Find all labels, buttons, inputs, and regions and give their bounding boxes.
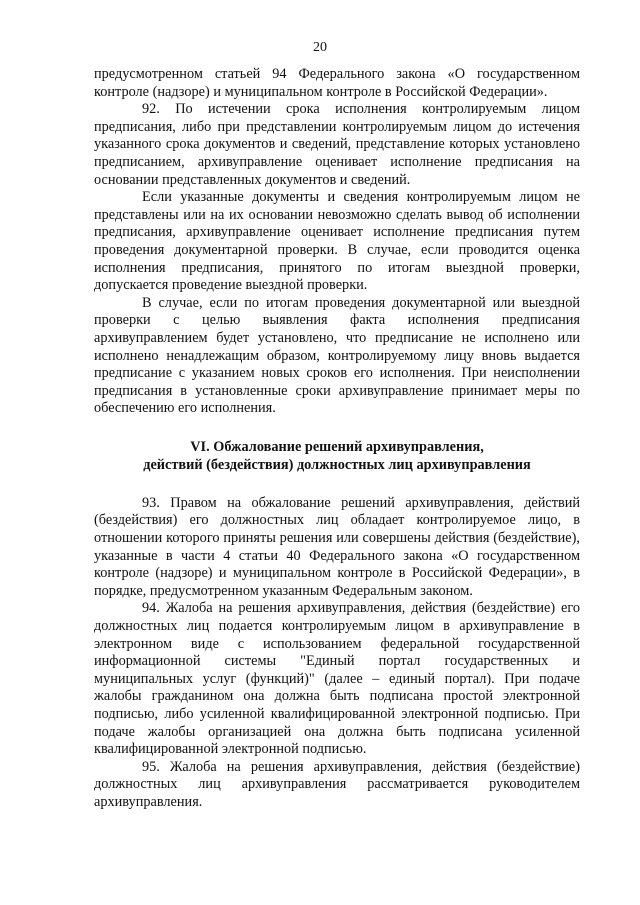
paragraph-95: 95. Жалоба на решения архивуправления, действия (бездействие) должностных лиц архивуправления рассматривается руководителем архивуправления. — [94, 758, 580, 810]
section-heading — [94, 438, 580, 474]
paragraph-92-inspection: В случае, если по итогам проведения документарной или выездной проверки с целью выявления факта исполнения предписания архивуправлением будет установлено, что предписание не исполнено или исполнено ненадлежащим образом, контролируемому лицу вновь выдается предписание с указанием новых сроков его исполнения. При неисполнении предписания в установленные сроки архивуправление принимает меры по обеспечению его исполнения. — [94, 294, 580, 417]
section-heading-line-2: действий (бездействия) должностных лиц архивуправления — [143, 456, 531, 473]
paragraph-continuation: предусмотренном статьей 94 Федерального закона «О государственном контроле (надзоре) и муниципальном контроле в Российской Федерации». — [94, 66, 580, 100]
document-body — [94, 66, 580, 812]
page-number: 20 — [313, 40, 327, 55]
paragraph-92: 92. По истечении срока исполнения контролируемым лицом предписания, либо при представлении контролируемым лицом до истечения указанного срока документов и сведений, представление которых установлено предписанием, архивуправление оценивает исполнение предписания на основании представленных документов и сведений. — [94, 101, 580, 188]
section-heading-line-1: VI. Обжалование решений архивуправления, — [190, 438, 484, 455]
paragraph-93: 93. Правом на обжалование решений архивуправления, действий (бездействия) его должностных лиц обладает контролируемое лицо, в отношении которого приняты решения или совершены действия (бездействие), указанные в части 4 статьи 40 Федерального закона «О государственном контроле (надзоре) и муниципальном контроле в Российской Федерации», в порядке, предусмотренном указанным Федеральным законом. — [94, 494, 580, 599]
paragraph-92-documents: Если указанные документы и сведения контролируемым лицом не представлены или на их основании невозможно сделать вывод об исполнении предписания, архивуправление оценивает исполнение предписания путем проведения документарной проверки. В случае, если проводится оценка исполнения предписания, принятого по итогам выездной проверки, допускается проведение выездной проверки. — [94, 189, 580, 294]
paragraph-94: 94. Жалоба на решения архивуправления, действия (бездействие) его должностных лиц подается контролируемым лицом в архивуправление в электронном виде с использованием федеральной государственной информационной системы "Единый портал государственных и муниципальных услуг (функций)" (далее – единый портал). При подаче жалобы гражданином она должна быть подписана простой электронной подписью, либо усиленной квалифицированной электронной подписью. При подаче жалобы организацией она должна быть подписана усиленной квалифицированной электронной подписью. — [94, 600, 580, 758]
